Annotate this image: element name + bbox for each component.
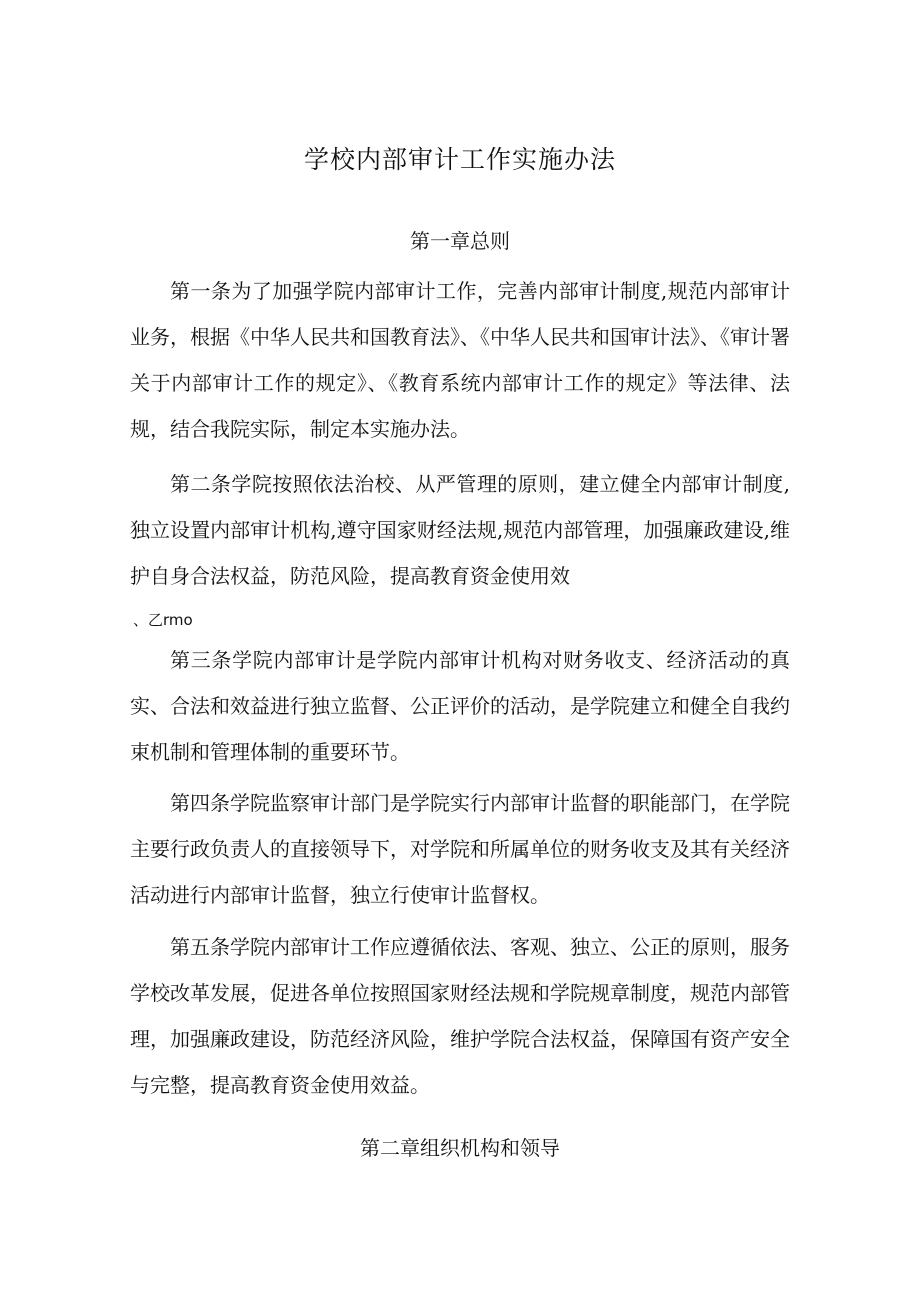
article-4-paragraph: 第四条学院监察审计部门是学院实行内部审计监督的职能部门，在学院主要行政负责人的直接领导下，对学院和所属单位的财务收支及其有关经济活动进行内部审计监督，独立行使审计监督权。 <box>130 791 790 907</box>
chapter-heading-2: 第二章组织机构和领导 <box>360 1136 560 1160</box>
article-5-paragraph: 第五条学院内部审计工作应遵循依法、客观、独立、公正的原则，服务学校改革发展，促进各单位按照国家财经法规和学院规章制度，规范内部管理，加强廉政建设，防范经济风险，维护学院合法权益，保障国有资产安全与完整，提高教育资金使用效益。 <box>130 935 790 1097</box>
article-3-paragraph: 第三条学院内部审计是学院内部审计机构对财务收支、经济活动的真实、合法和效益进行独立监督、公正评价的活动，是学院建立和健全自我约束机制和管理体制的重要环节。 <box>130 648 790 764</box>
chapter-heading-1: 第一章总则 <box>410 229 510 253</box>
document-title: 学校内部审计工作实施办法 <box>303 145 616 174</box>
article-1-paragraph: 第一条为了加强学院内部审计工作，完善内部审计制度,规范内部审计业务，根据《中华人民共和国教育法》、《中华人民共和国审计法》、《审计署关于内部审计工作的规定》、《教育系统内部审计工作的规定》等法律、法规，结合我院实际，制定本实施办法。 <box>130 279 790 441</box>
ocr-stray-fragment: 、乙rmo <box>133 611 193 629</box>
article-2-paragraph: 第二条学院按照依法治校、从严管理的原则，建立健全内部审计制度,独立设置内部审计机构,遵守国家财经法规,规范内部管理，加强廉政建设,维护自身合法权益，防范风险，提高教育资金使用效 <box>130 472 790 588</box>
